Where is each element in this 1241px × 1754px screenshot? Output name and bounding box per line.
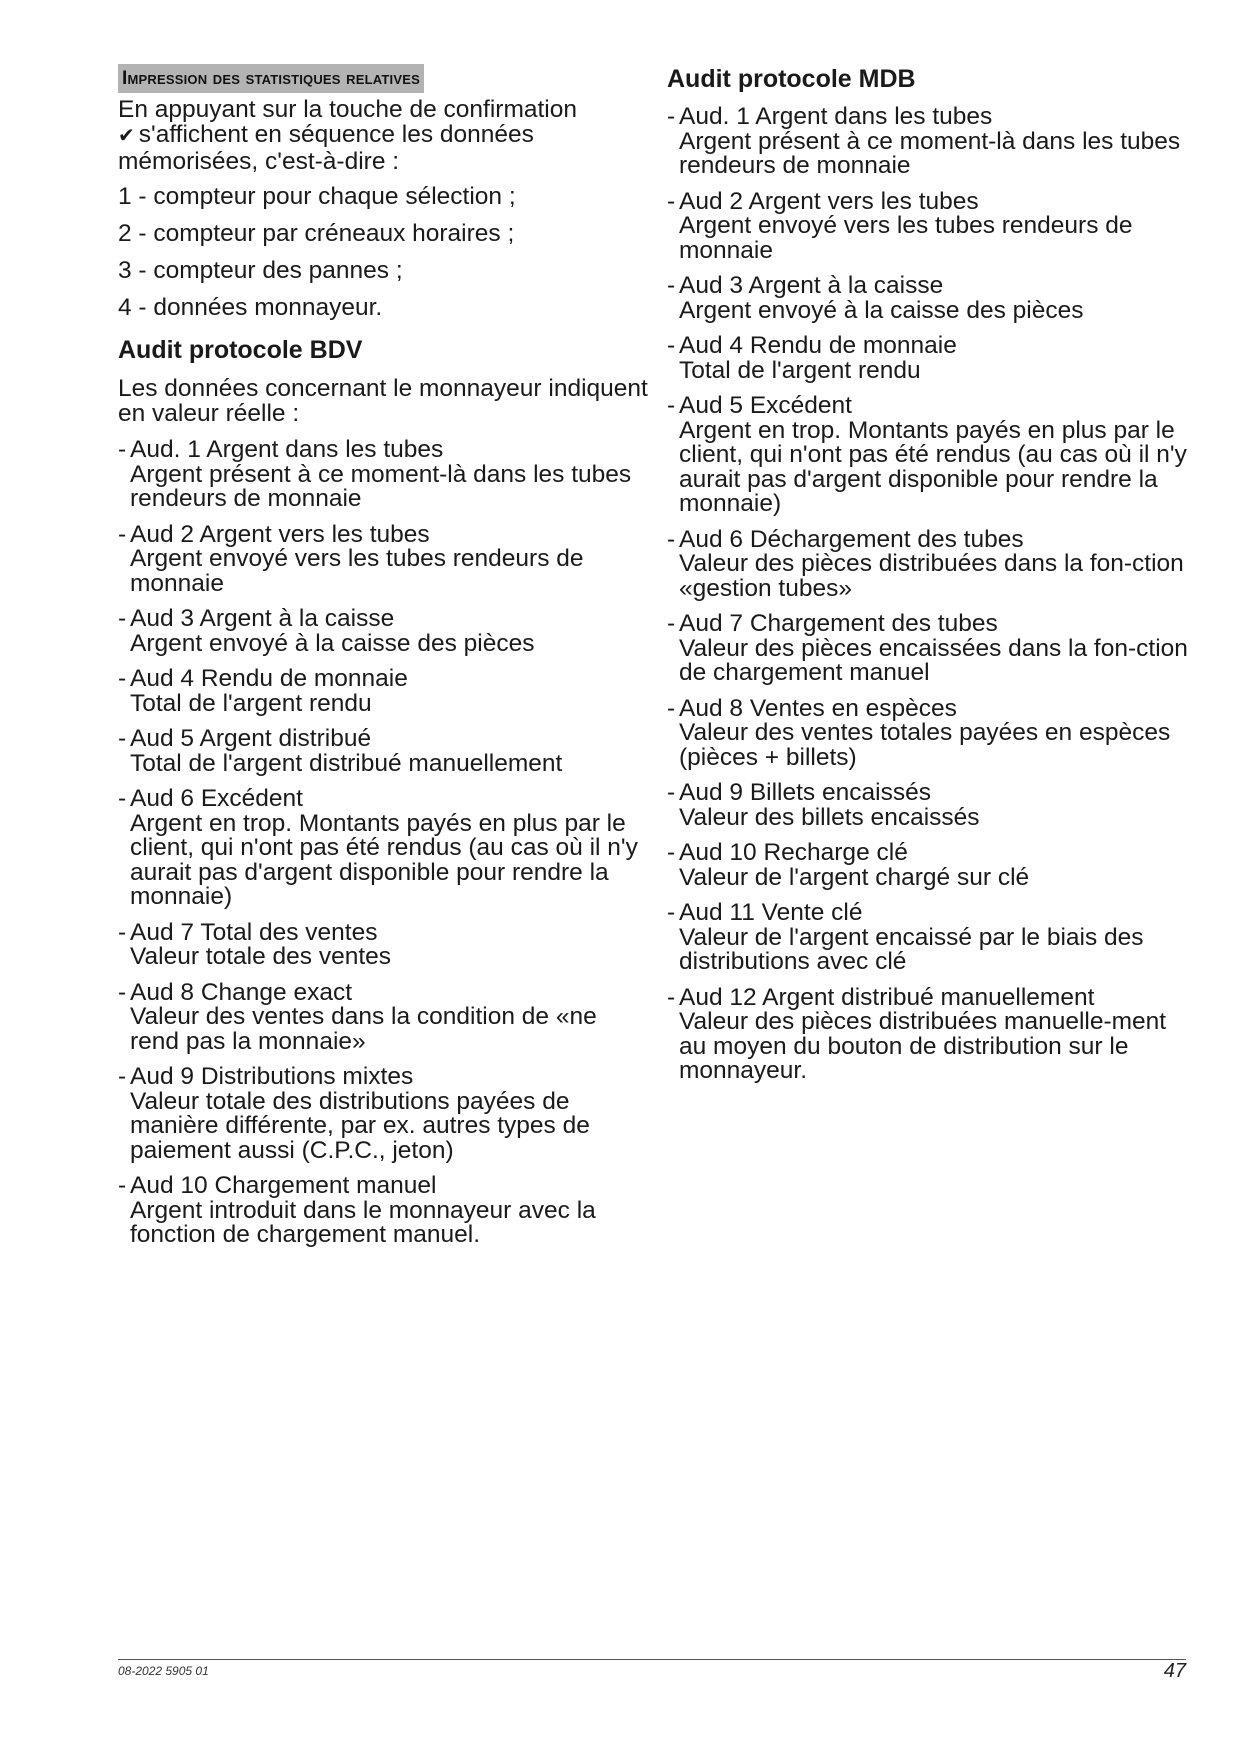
list-dash: - — [667, 525, 676, 553]
audit-item-title: Aud 8 Ventes en espèces — [679, 694, 957, 722]
audit-item-title: Aud 5 Argent distribué — [130, 725, 372, 752]
audit-item-title: Aud 3 Argent à la caisse — [130, 605, 395, 632]
audit-item-title: Aud. 1 Argent dans les tubes — [679, 103, 993, 130]
audit-item-body — [679, 394, 1192, 517]
list-dash: - — [667, 392, 676, 419]
audit-item — [667, 525, 1192, 602]
audit-item — [118, 918, 648, 970]
audit-item-description: Valeur des pièces encaissées dans la fon-ction de chargement manuel — [679, 634, 1188, 686]
list-dash: - — [667, 610, 676, 637]
list-dash: - — [667, 899, 676, 926]
list-dash: - — [118, 725, 127, 752]
numbered-item: 2 - compteur par créneaux horaires ; — [118, 220, 515, 247]
audit-item-title: Aud 2 Argent vers les tubes — [130, 520, 430, 548]
audit-item-body — [130, 607, 648, 656]
audit-item-title: Aud 4 Rendu de monnaie — [130, 665, 408, 692]
bdv-intro: Les données concernant le monnayeur indiquent en valeur réelle : — [118, 375, 648, 427]
list-dash: - — [667, 187, 676, 215]
audit-item-body — [130, 978, 648, 1055]
audit-item-body — [679, 901, 1192, 975]
audit-item-description: Argent présent à ce moment-là dans les tubes rendeurs de monnaie — [130, 460, 632, 512]
numbered-item: 3 - compteur des pannes ; — [118, 257, 403, 284]
section-banner: Impression des statistiques relatives — [118, 64, 424, 93]
audit-item — [667, 394, 1192, 517]
audit-item — [667, 694, 1192, 771]
bdv-audit-list — [118, 438, 648, 1248]
audit-item-title: Aud 2 Argent vers les tubes — [679, 187, 979, 215]
document-code: 08-2022 5905 01 — [118, 1664, 209, 1678]
audit-item — [667, 841, 1192, 890]
audit-item — [118, 607, 648, 656]
audit-item-description: Valeur de l'argent encaissé par le biais des distributions avec clé — [679, 923, 1144, 975]
audit-item-description: Total de l'argent distribué manuellement — [130, 749, 563, 777]
audit-item-body — [130, 438, 648, 512]
audit-item-body — [130, 1065, 648, 1163]
audit-item-title: Aud 4 Rendu de monnaie — [679, 332, 957, 359]
audit-item-title: Aud 12 Argent distribué manuellement — [679, 983, 1095, 1011]
audit-item-body — [679, 334, 1192, 383]
audit-item-description: Valeur des billets encaissés — [679, 803, 980, 831]
audit-item-body — [679, 612, 1192, 686]
audit-item-title: Aud 5 Excédent — [679, 392, 852, 419]
audit-item — [118, 438, 648, 512]
list-dash: - — [667, 779, 676, 806]
right-column — [667, 64, 1192, 1095]
list-dash: - — [118, 665, 127, 692]
audit-item — [667, 187, 1192, 264]
audit-item-description: Argent en trop. Montants payés en plus par le client, qui n'ont pas été rendus (au cas où il n'y aurait pas d'argent disponible pour rendre la monnaie) — [679, 416, 1187, 517]
intro-paragraph — [118, 97, 648, 174]
numbered-item: 1 - compteur pour chaque sélection ; — [118, 183, 516, 210]
audit-item-description: Total de l'argent rendu — [130, 689, 372, 717]
audit-item-body — [679, 274, 1192, 323]
audit-item-description: Argent envoyé à la caisse des pièces — [130, 629, 535, 657]
intro-line-1: En appuyant sur la touche de confirmation — [118, 96, 577, 123]
check-icon: ✔ — [118, 125, 135, 147]
audit-item — [118, 727, 648, 776]
audit-item-title: Aud 6 Excédent — [130, 785, 303, 812]
audit-item-description: Valeur des pièces distribuées dans la fon-ction «gestion tubes» — [679, 550, 1184, 602]
page-number: 47 — [1163, 1660, 1186, 1682]
list-dash: - — [667, 272, 676, 299]
audit-item-description: Valeur totale des ventes — [130, 943, 392, 970]
audit-item-body — [130, 727, 648, 776]
audit-item — [667, 612, 1192, 686]
intro-line-2: s'affichent en séquence les données mémorisées, c'est-à-dire : — [118, 121, 534, 175]
audit-item-title: Aud 11 Vente clé — [679, 899, 863, 926]
audit-item-description: Valeur des ventes totales payées en espèces (pièces + billets) — [679, 719, 1171, 771]
audit-item-title: Aud 7 Total des ventes — [130, 918, 378, 946]
audit-item — [118, 787, 648, 910]
audit-item-body — [130, 787, 648, 910]
audit-item-title: Aud 9 Distributions mixtes — [130, 1063, 414, 1090]
audit-item — [667, 334, 1192, 383]
audit-item-body — [130, 520, 648, 597]
list-dash: - — [667, 103, 676, 130]
list-dash: - — [667, 839, 676, 866]
audit-item-description: Argent envoyé vers les tubes rendeurs de monnaie — [130, 545, 584, 597]
audit-item-title: Aud 6 Déchargement des tubes — [679, 525, 1024, 553]
audit-item-body — [679, 105, 1192, 179]
audit-item — [667, 901, 1192, 975]
audit-item-description: Argent envoyé vers les tubes rendeurs de monnaie — [679, 212, 1133, 264]
audit-item-title: Aud 10 Recharge clé — [679, 839, 908, 866]
audit-item — [118, 520, 648, 597]
audit-item — [667, 105, 1192, 179]
list-dash: - — [667, 332, 676, 359]
audit-item-title: Aud. 1 Argent dans les tubes — [130, 436, 444, 463]
list-dash: - — [118, 918, 127, 946]
list-dash: - — [118, 1063, 127, 1090]
list-dash: - — [667, 694, 676, 722]
list-dash: - — [118, 785, 127, 812]
audit-item-description: Argent envoyé à la caisse des pièces — [679, 296, 1084, 324]
list-dash: - — [118, 520, 127, 548]
audit-item — [667, 781, 1192, 830]
audit-item-description: Argent présent à ce moment-là dans les tubes rendeurs de monnaie — [679, 127, 1181, 179]
audit-item-title: Aud 10 Chargement manuel — [130, 1172, 437, 1199]
numbered-list — [118, 184, 648, 321]
audit-item-description: Total de l'argent rendu — [679, 356, 921, 384]
audit-item-body — [679, 983, 1192, 1084]
mdb-heading: Audit protocole MDB — [667, 65, 916, 93]
bdv-heading: Audit protocole BDV — [118, 336, 363, 364]
audit-item — [118, 667, 648, 716]
audit-item-body — [679, 525, 1192, 602]
audit-item-title: Aud 8 Change exact — [130, 978, 353, 1006]
list-dash: - — [118, 436, 127, 463]
audit-item-body — [679, 187, 1192, 264]
audit-item — [118, 978, 648, 1055]
list-dash: - — [667, 983, 676, 1011]
audit-item — [118, 1065, 648, 1163]
audit-item-body — [130, 1174, 648, 1248]
audit-item — [118, 1174, 648, 1248]
audit-item-body — [130, 667, 648, 716]
mdb-audit-list — [667, 105, 1192, 1084]
audit-item-title: Aud 3 Argent à la caisse — [679, 272, 944, 299]
audit-item-description: Valeur des ventes dans la condition de «ne rend pas la monnaie» — [130, 1003, 597, 1055]
audit-item-title: Aud 7 Chargement des tubes — [679, 610, 998, 637]
list-dash: - — [118, 978, 127, 1006]
audit-item-description: Valeur des pièces distribuées manuelle-ment au moyen du bouton de distribution sur le monnayeur. — [679, 1008, 1167, 1084]
audit-item-title: Aud 9 Billets encaissés — [679, 779, 931, 806]
audit-item-body — [679, 841, 1192, 890]
audit-item-description: Argent introduit dans le monnayeur avec la fonction de chargement manuel. — [130, 1196, 596, 1248]
list-dash: - — [118, 1172, 127, 1199]
left-column — [118, 64, 648, 1259]
audit-item-body — [679, 781, 1192, 830]
audit-item-body — [130, 918, 648, 970]
footer-divider — [118, 1659, 1186, 1660]
audit-item-description: Argent en trop. Montants payés en plus par le client, qui n'ont pas été rendus (au cas où il n'y aurait pas d'argent disponible pour rendre la monnaie) — [130, 809, 638, 910]
list-dash: - — [118, 605, 127, 632]
audit-item — [667, 983, 1192, 1084]
numbered-item: 4 - données monnayeur. — [118, 294, 383, 321]
audit-item — [667, 274, 1192, 323]
audit-item-body — [679, 694, 1192, 771]
audit-item-description: Valeur totale des distributions payées de manière différente, par ex. autres types de paiement aussi (C.P.C., jeton) — [130, 1087, 590, 1164]
audit-item-description: Valeur de l'argent chargé sur clé — [679, 863, 1030, 891]
